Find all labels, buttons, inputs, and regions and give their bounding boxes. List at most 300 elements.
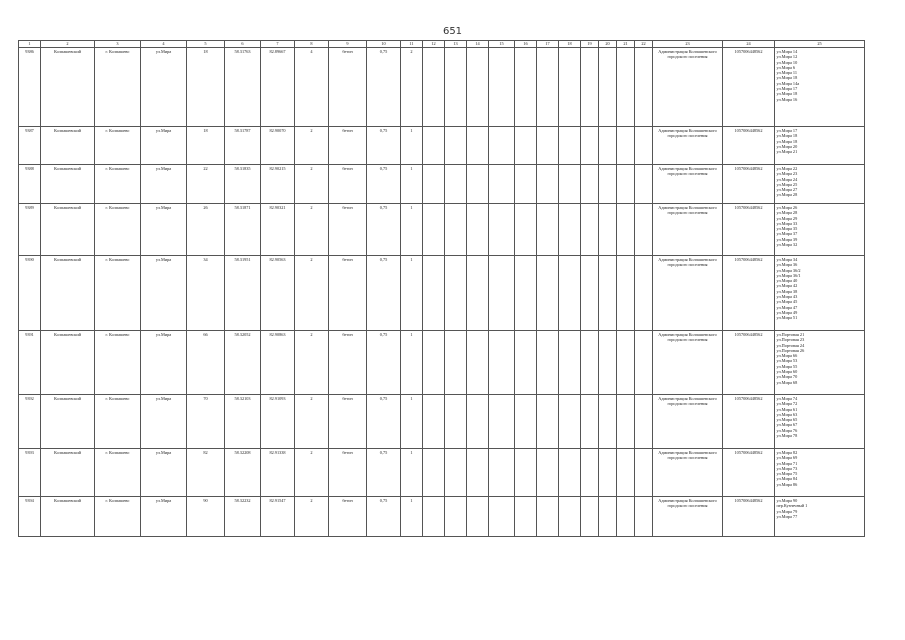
empty-cell xyxy=(599,449,617,497)
column-header: 3 xyxy=(95,41,141,48)
bin-count-cell: 1 xyxy=(401,256,423,331)
empty-cell xyxy=(581,204,599,256)
address-line: ул.Мира 68 xyxy=(776,379,798,385)
served-addresses-cell xyxy=(775,48,865,127)
house-number-cell: 18 xyxy=(187,127,225,165)
address-line: ул.Мира 90 xyxy=(776,498,798,503)
owner-cell: Администрация Колпашевского городского поселения xyxy=(653,127,723,165)
empty-cell xyxy=(635,497,653,537)
column-header: 4 xyxy=(141,41,187,48)
district-cell: Колпашевский xyxy=(41,204,95,256)
empty-cell xyxy=(559,497,581,537)
empty-cell xyxy=(559,48,581,127)
empty-cell xyxy=(537,395,559,449)
address-line: ул.Мира 25 xyxy=(776,181,798,187)
empty-cell xyxy=(515,127,537,165)
town-cell: г. Колпашево xyxy=(95,256,141,331)
empty-cell xyxy=(635,165,653,204)
house-number-cell: 90 xyxy=(187,497,225,537)
column-header: 8 xyxy=(295,41,329,48)
empty-cell xyxy=(515,256,537,331)
address-line: ул.Мира 53 xyxy=(776,358,798,364)
column-header: 7 xyxy=(261,41,295,48)
empty-cell xyxy=(423,204,445,256)
address-line: ул.Мира 20 xyxy=(776,143,798,149)
empty-cell xyxy=(489,165,515,204)
address-line: ул.Мира 12 xyxy=(776,54,798,60)
table-row xyxy=(19,449,865,497)
address-line: ул.Мира 14а xyxy=(776,80,800,86)
empty-cell xyxy=(599,204,617,256)
table-row xyxy=(19,331,865,395)
district-cell: Колпашевский xyxy=(41,331,95,395)
record-number-cell: 9394 xyxy=(19,497,41,537)
surface-cell: бетон xyxy=(329,48,367,127)
record-number-cell: 9389 xyxy=(19,204,41,256)
empty-cell xyxy=(423,127,445,165)
empty-cell xyxy=(635,449,653,497)
empty-cell xyxy=(489,256,515,331)
empty-cell xyxy=(445,204,467,256)
address-line: ул.Мира 6 xyxy=(776,64,796,70)
owner-cell: Администрация Колпашевского городского поселения xyxy=(653,204,723,256)
address-line: ул.Мира 43 xyxy=(776,294,798,300)
empty-cell xyxy=(617,395,635,449)
served-addresses-cell xyxy=(775,331,865,395)
empty-cell xyxy=(537,331,559,395)
address-line: ул.Мира 51 xyxy=(776,315,798,321)
empty-cell xyxy=(423,256,445,331)
address-line: ул.Мира 16 xyxy=(776,96,798,102)
empty-cell xyxy=(617,165,635,204)
empty-cell xyxy=(617,449,635,497)
address-line: ул.Мира 35 xyxy=(776,226,798,232)
address-line: ул.Мира 75 xyxy=(776,471,798,477)
container-count-cell: 2 xyxy=(295,331,329,395)
empty-cell xyxy=(635,395,653,449)
address-line: ул.Мира 33 xyxy=(776,220,798,226)
empty-cell xyxy=(467,48,489,127)
street-cell: ул.Мира xyxy=(141,331,187,395)
empty-cell xyxy=(599,331,617,395)
empty-cell xyxy=(445,256,467,331)
ogrn-cell: 1057006448562 xyxy=(723,449,775,497)
empty-cell xyxy=(423,165,445,204)
empty-cell xyxy=(537,256,559,331)
empty-cell xyxy=(635,127,653,165)
address-line: ул.Мира 47 xyxy=(776,304,798,310)
empty-cell xyxy=(445,165,467,204)
house-number-cell: 70 xyxy=(187,395,225,449)
address-line: ул.Мира 37 xyxy=(776,231,798,237)
house-number-cell: 82 xyxy=(187,449,225,497)
town-cell: г. Колпашево xyxy=(95,497,141,537)
bin-count-cell: 1 xyxy=(401,449,423,497)
table-row xyxy=(19,165,865,204)
empty-cell xyxy=(559,204,581,256)
longitude-cell: 82.89667 xyxy=(261,48,295,127)
address-line: ул.Мира 74 xyxy=(776,396,798,401)
address-line: ул.Мира 18 xyxy=(776,133,798,139)
district-cell: Колпашевский xyxy=(41,48,95,127)
record-number-cell: 9391 xyxy=(19,331,41,395)
address-line: ул.Мира 18 xyxy=(776,75,798,81)
empty-cell xyxy=(515,48,537,127)
empty-cell xyxy=(581,48,599,127)
container-count-cell: 2 xyxy=(295,204,329,256)
column-header: 13 xyxy=(445,41,467,48)
column-header: 2 xyxy=(41,41,95,48)
empty-cell xyxy=(599,165,617,204)
address-line: ул.Мира 28 xyxy=(776,210,798,216)
ogrn-cell: 1057006448562 xyxy=(723,204,775,256)
bin-count-cell: 1 xyxy=(401,127,423,165)
address-line: ул.Мира 18 xyxy=(776,91,798,97)
surface-cell: бетон xyxy=(329,127,367,165)
empty-cell xyxy=(423,497,445,537)
empty-cell xyxy=(467,165,489,204)
column-header: 20 xyxy=(599,41,617,48)
address-line: ул.Портовая 26 xyxy=(776,347,805,353)
latitude-cell: 58.32208 xyxy=(225,449,261,497)
column-header: 15 xyxy=(489,41,515,48)
empty-cell xyxy=(489,449,515,497)
container-count-cell: 2 xyxy=(295,256,329,331)
address-line: ул.Мира 42 xyxy=(776,283,798,289)
bin-count-cell: 1 xyxy=(401,395,423,449)
empty-cell xyxy=(617,497,635,537)
address-line: ул.Мира 73 xyxy=(776,465,798,471)
address-line: ул.Мира 72 xyxy=(776,401,798,407)
latitude-cell: 58.31787 xyxy=(225,127,261,165)
town-cell: г. Колпашево xyxy=(95,395,141,449)
address-line: ул.Мира 14 xyxy=(776,49,798,54)
surface-cell: бетон xyxy=(329,395,367,449)
street-cell: ул.Мира xyxy=(141,395,187,449)
latitude-cell: 58.32232 xyxy=(225,497,261,537)
empty-cell xyxy=(599,127,617,165)
empty-cell xyxy=(599,48,617,127)
empty-cell xyxy=(515,331,537,395)
empty-cell xyxy=(559,449,581,497)
ogrn-cell: 1057006448562 xyxy=(723,395,775,449)
empty-cell xyxy=(581,256,599,331)
empty-cell xyxy=(423,331,445,395)
served-addresses-cell xyxy=(775,497,865,537)
empty-cell xyxy=(559,127,581,165)
latitude-cell: 58.31871 xyxy=(225,204,261,256)
empty-cell xyxy=(559,256,581,331)
empty-cell xyxy=(537,449,559,497)
empty-cell xyxy=(617,256,635,331)
column-header: 24 xyxy=(723,41,775,48)
empty-cell xyxy=(515,449,537,497)
owner-cell: Администрация Колпашевского городского поселения xyxy=(653,256,723,331)
house-number-cell: 22 xyxy=(187,165,225,204)
empty-cell xyxy=(423,395,445,449)
address-line: ул.Мира 55 xyxy=(776,363,798,369)
column-header: 1 xyxy=(19,41,41,48)
house-number-cell: 34 xyxy=(187,256,225,331)
column-header: 19 xyxy=(581,41,599,48)
bin-count-cell: 1 xyxy=(401,165,423,204)
ogrn-cell: 1057006448562 xyxy=(723,256,775,331)
table-row xyxy=(19,48,865,127)
latitude-cell: 58.31763 xyxy=(225,48,261,127)
address-line: ул.Мира 28 xyxy=(776,192,798,198)
address-line: ул.Мира 79 xyxy=(776,508,798,514)
column-header: 21 xyxy=(617,41,635,48)
longitude-cell: 82.91547 xyxy=(261,497,295,537)
street-cell: ул.Мира xyxy=(141,256,187,331)
record-number-cell: 9392 xyxy=(19,395,41,449)
table-body xyxy=(19,41,865,537)
record-number-cell: 9387 xyxy=(19,127,41,165)
address-line: ул.Мира 61 xyxy=(776,406,798,412)
address-line: ул.Мира 21 xyxy=(776,149,798,155)
address-line: ул.Мира 69 xyxy=(776,455,798,461)
longitude-cell: 82.91338 xyxy=(261,449,295,497)
empty-cell xyxy=(445,48,467,127)
street-cell: ул.Мира xyxy=(141,449,187,497)
town-cell: г. Колпашево xyxy=(95,165,141,204)
address-line: ул.Мира 18 xyxy=(776,138,798,144)
address-line: ул.Мира 49 xyxy=(776,309,798,315)
street-cell: ул.Мира xyxy=(141,204,187,256)
served-addresses-cell xyxy=(775,256,865,331)
area-cell: 0,75 xyxy=(367,497,401,537)
address-line: ул.Мира 26 xyxy=(776,205,798,210)
house-number-cell: 26 xyxy=(187,204,225,256)
empty-cell xyxy=(445,497,467,537)
address-line: ул.Портовая 24 xyxy=(776,342,805,348)
area-cell: 0,75 xyxy=(367,204,401,256)
empty-cell xyxy=(537,204,559,256)
street-cell: ул.Мира xyxy=(141,497,187,537)
empty-cell xyxy=(467,331,489,395)
empty-cell xyxy=(581,497,599,537)
container-count-cell: 2 xyxy=(295,127,329,165)
column-header: 25 xyxy=(775,41,865,48)
table-row xyxy=(19,497,865,537)
address-line: ул.Мира 32 xyxy=(776,242,798,248)
address-line: ул.Мира 66 xyxy=(776,353,798,359)
table-row xyxy=(19,256,865,331)
latitude-cell: 58.32103 xyxy=(225,395,261,449)
empty-cell xyxy=(617,331,635,395)
column-header: 23 xyxy=(653,41,723,48)
address-line: ул.Мира 17 xyxy=(776,86,798,92)
empty-cell xyxy=(489,395,515,449)
address-line: ул.Мира 24 xyxy=(776,176,798,182)
street-cell: ул.Мира xyxy=(141,165,187,204)
address-line: пер.Кузнечный 1 xyxy=(776,503,808,509)
address-line: ул.Мира 10 xyxy=(776,59,798,65)
table-row xyxy=(19,127,865,165)
empty-cell xyxy=(559,395,581,449)
column-header: 22 xyxy=(635,41,653,48)
ogrn-cell: 1057006448562 xyxy=(723,165,775,204)
served-addresses-cell xyxy=(775,204,865,256)
address-line: ул.Мира 27 xyxy=(776,187,798,193)
empty-cell xyxy=(489,331,515,395)
empty-cell xyxy=(537,165,559,204)
owner-cell: Администрация Колпашевского городского поселения xyxy=(653,449,723,497)
address-line: ул.Мира 84 xyxy=(776,476,798,482)
town-cell: г. Колпашево xyxy=(95,449,141,497)
latitude-cell: 58.31951 xyxy=(225,256,261,331)
area-cell: 0,75 xyxy=(367,165,401,204)
column-header: 9 xyxy=(329,41,367,48)
empty-cell xyxy=(599,497,617,537)
surface-cell: бетон xyxy=(329,165,367,204)
address-line: ул.Мира 82 xyxy=(776,450,798,455)
empty-cell xyxy=(635,256,653,331)
address-line: ул.Мира 77 xyxy=(776,513,798,519)
record-number-cell: 9386 xyxy=(19,48,41,127)
column-number-row xyxy=(19,41,865,48)
empty-cell xyxy=(635,48,653,127)
address-line: ул.Мира 23 xyxy=(776,171,798,177)
column-header: 12 xyxy=(423,41,445,48)
empty-cell xyxy=(599,395,617,449)
empty-cell xyxy=(445,449,467,497)
container-count-cell: 2 xyxy=(295,497,329,537)
address-line: ул.Мира 38 xyxy=(776,288,798,294)
registry-table xyxy=(18,40,865,537)
area-cell: 0,75 xyxy=(367,395,401,449)
surface-cell: бетон xyxy=(329,204,367,256)
empty-cell xyxy=(635,331,653,395)
longitude-cell: 82.91093 xyxy=(261,395,295,449)
address-line: ул.Мира 40 xyxy=(776,278,798,284)
empty-cell xyxy=(581,395,599,449)
container-count-cell: 2 xyxy=(295,395,329,449)
empty-cell xyxy=(445,395,467,449)
address-line: ул.Мира 76 xyxy=(776,427,798,433)
ogrn-cell: 1057006448562 xyxy=(723,331,775,395)
empty-cell xyxy=(617,127,635,165)
ogrn-cell: 1057006448562 xyxy=(723,48,775,127)
address-line: ул.Мира 71 xyxy=(776,460,798,466)
longitude-cell: 82.90863 xyxy=(261,331,295,395)
latitude-cell: 58.32052 xyxy=(225,331,261,395)
longitude-cell: 82.90070 xyxy=(261,127,295,165)
column-header: 5 xyxy=(187,41,225,48)
empty-cell xyxy=(537,48,559,127)
bin-count-cell: 2 xyxy=(401,48,423,127)
record-number-cell: 9393 xyxy=(19,449,41,497)
town-cell: г. Колпашево xyxy=(95,331,141,395)
address-line: ул.Мира 39 xyxy=(776,236,798,242)
empty-cell xyxy=(537,127,559,165)
empty-cell xyxy=(515,204,537,256)
empty-cell xyxy=(489,48,515,127)
longitude-cell: 82.90215 xyxy=(261,165,295,204)
house-number-cell: 66 xyxy=(187,331,225,395)
address-line: ул.Мира 11 xyxy=(776,70,798,76)
empty-cell xyxy=(559,165,581,204)
empty-cell xyxy=(467,127,489,165)
area-cell: 0,75 xyxy=(367,127,401,165)
address-line: ул.Мира 78 xyxy=(776,433,798,439)
table-row xyxy=(19,204,865,256)
column-header: 6 xyxy=(225,41,261,48)
empty-cell xyxy=(467,204,489,256)
owner-cell: Администрация Колпашевского городского поселения xyxy=(653,165,723,204)
record-number-cell: 9390 xyxy=(19,256,41,331)
surface-cell: бетон xyxy=(329,256,367,331)
address-line: ул.Портовая 21 xyxy=(776,332,805,337)
served-addresses-cell xyxy=(775,127,865,165)
empty-cell xyxy=(515,165,537,204)
address-line: ул.Мира 86 xyxy=(776,481,798,487)
table-row xyxy=(19,395,865,449)
address-line: ул.Мира 63 xyxy=(776,411,798,417)
empty-cell xyxy=(515,497,537,537)
empty-cell xyxy=(559,331,581,395)
address-line: ул.Мира 65 xyxy=(776,417,798,423)
owner-cell: Администрация Колпашевского городского поселения xyxy=(653,395,723,449)
empty-cell xyxy=(467,497,489,537)
column-header: 17 xyxy=(537,41,559,48)
container-count-cell: 2 xyxy=(295,449,329,497)
area-cell: 0,75 xyxy=(367,449,401,497)
surface-cell: бетон xyxy=(329,449,367,497)
column-header: 11 xyxy=(401,41,423,48)
column-header: 18 xyxy=(559,41,581,48)
column-header: 10 xyxy=(367,41,401,48)
address-line: ул.Мира 17 xyxy=(776,128,798,133)
address-line: ул.Мира 70 xyxy=(776,374,798,380)
area-cell: 0,75 xyxy=(367,48,401,127)
address-line: ул.Мира 34 xyxy=(776,257,798,262)
empty-cell xyxy=(445,331,467,395)
street-cell: ул.Мира xyxy=(141,127,187,165)
empty-cell xyxy=(617,48,635,127)
address-line: ул.Мира 60 xyxy=(776,369,798,375)
empty-cell xyxy=(581,449,599,497)
district-cell: Колпашевский xyxy=(41,127,95,165)
district-cell: Колпашевский xyxy=(41,256,95,331)
longitude-cell: 82.90321 xyxy=(261,204,295,256)
street-cell: ул.Мира xyxy=(141,48,187,127)
ogrn-cell: 1057006448562 xyxy=(723,497,775,537)
empty-cell xyxy=(467,395,489,449)
empty-cell xyxy=(445,127,467,165)
address-line: ул.Мира 67 xyxy=(776,422,798,428)
district-cell: Колпашевский xyxy=(41,395,95,449)
surface-cell: бетон xyxy=(329,497,367,537)
area-cell: 0,75 xyxy=(367,331,401,395)
empty-cell xyxy=(423,449,445,497)
empty-cell xyxy=(467,449,489,497)
district-cell: Колпашевский xyxy=(41,449,95,497)
container-count-cell: 4 xyxy=(295,48,329,127)
empty-cell xyxy=(489,204,515,256)
bin-count-cell: 1 xyxy=(401,331,423,395)
house-number-cell: 18 xyxy=(187,48,225,127)
longitude-cell: 82.90563 xyxy=(261,256,295,331)
town-cell: г. Колпашево xyxy=(95,127,141,165)
latitude-cell: 58.31835 xyxy=(225,165,261,204)
empty-cell xyxy=(489,127,515,165)
town-cell: г. Колпашево xyxy=(95,204,141,256)
owner-cell: Администрация Колпашевского городского поселения xyxy=(653,331,723,395)
surface-cell: бетон xyxy=(329,331,367,395)
served-addresses-cell xyxy=(775,395,865,449)
container-count-cell: 2 xyxy=(295,165,329,204)
